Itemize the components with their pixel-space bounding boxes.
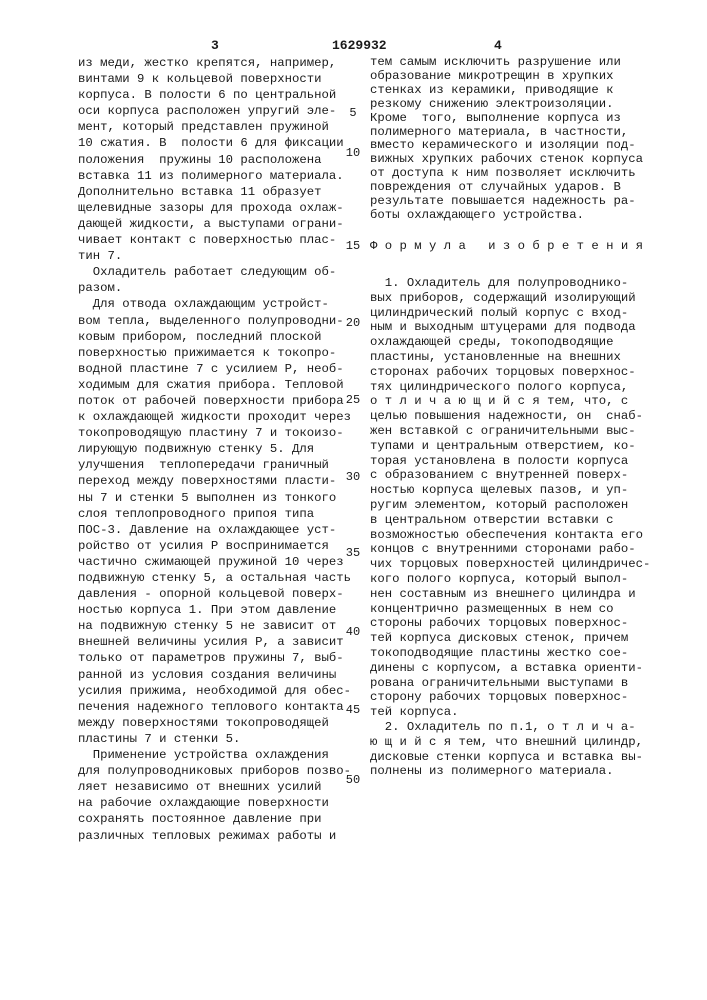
text-line: переход между поверхностями пласти- — [78, 473, 351, 489]
text-line: усилия прижима, необходимой для обес- — [78, 683, 351, 699]
text-line: сторонах рабочих торцовых поверхнос- — [370, 365, 650, 380]
text-line: улучшения теплопередачи граничный — [78, 457, 351, 473]
line-number: 35 — [342, 546, 364, 560]
text-line: подвижную стенку 5, а остальная часть — [78, 570, 351, 586]
text-line: вставка 11 из полимерного материала. — [78, 168, 351, 184]
text-line: печения надежного теплового контакта — [78, 699, 351, 715]
text-line: ным и выходным штуцерами для подвода — [370, 320, 650, 335]
text-line: возможностью обеспечения контакта его — [370, 528, 650, 543]
text-line: полнены из полимерного материала. — [370, 764, 650, 779]
left-column-text — [78, 55, 351, 844]
text-line: 1. Охладитель для полупроводнико- — [370, 276, 650, 291]
page-number-right: 4 — [494, 38, 502, 53]
text-line: дающей жидкости, а выступами ограни- — [78, 216, 351, 232]
text-line: результате повышается надежность ра- — [370, 195, 643, 209]
text-line: 2. Охладитель по п.1, о т л и ч а- — [370, 720, 650, 735]
text-line: различных тепловых режимах работы и — [78, 828, 351, 844]
text-line: ностью корпуса 1. При этом давление — [78, 602, 351, 618]
text-line: сохранять постоянное давление при — [78, 811, 351, 827]
text-line: между поверхностями токопроводящей — [78, 715, 351, 731]
text-line: тин 7. — [78, 248, 351, 264]
text-line: пластины, установленные на внешних — [370, 350, 650, 365]
text-line: токопроводящую пластину 7 и токоизо- — [78, 425, 351, 441]
text-line: от доступа к ним позволяет исключить — [370, 167, 643, 181]
text-line: ю щ и й с я тем, что внешний цилиндр, — [370, 735, 650, 750]
text-line: целью повышения надежности, он снаб- — [370, 409, 650, 424]
text-line: вом тепла, выделенного полупроводни- — [78, 313, 351, 329]
text-line: ранной из условия создания величины — [78, 667, 351, 683]
text-line: стороны рабочих торцовых поверхнос- — [370, 616, 650, 631]
line-number: 30 — [342, 470, 364, 484]
claims-text — [370, 276, 650, 779]
text-line: к охлаждающей жидкости проходит через — [78, 409, 351, 425]
text-line: тей корпуса дисковых стенок, причем — [370, 631, 650, 646]
text-line: Охладитель работает следующим об- — [78, 264, 351, 280]
text-line: кого полого корпуса, который выпол- — [370, 572, 650, 587]
text-line: разом. — [78, 280, 351, 296]
formula-heading: Ф о р м у л а и з о б р е т е н и я — [370, 239, 643, 253]
text-line: ны 7 и стенки 5 выполнен из тонкого — [78, 490, 351, 506]
text-line: охлаждающей среды, токоподводящие — [370, 335, 650, 350]
text-line: ройство от усилия Р воспринимается — [78, 538, 351, 554]
text-line: мент, который представлен пружиной — [78, 119, 351, 135]
line-number: 10 — [342, 146, 364, 160]
text-line: токоподводящие пластины жестко сое- — [370, 646, 650, 661]
text-line: только от параметров пружины 7, выб- — [78, 650, 351, 666]
text-line: тей корпуса. — [370, 705, 650, 720]
text-line: ностью корпуса щелевых пазов, и уп- — [370, 483, 650, 498]
text-line: повреждения от случайных ударов. В — [370, 181, 643, 195]
text-line: ляет независимо от внешних усилий — [78, 779, 351, 795]
text-line: резкому снижению электроизоляции. — [370, 98, 643, 112]
text-line: водной пластине 7 с усилием Р, необ- — [78, 361, 351, 377]
text-line: тупами и центральным отверстием, ко- — [370, 439, 650, 454]
text-line: чих торцовых поверхностей цилиндричес- — [370, 557, 650, 572]
text-line: нен составным из внешнего цилиндра и — [370, 587, 650, 602]
text-line: оси корпуса расположен упругий эле- — [78, 103, 351, 119]
text-line: Дополнительно вставка 11 образует — [78, 184, 351, 200]
line-number: 5 — [342, 106, 364, 120]
text-line: торая установлена в полости корпуса — [370, 454, 650, 469]
line-number: 40 — [342, 625, 364, 639]
text-line: о т л и ч а ю щ и й с я тем, что, с — [370, 394, 650, 409]
text-line: ковым прибором, последний плоской — [78, 329, 351, 345]
line-number: 20 — [342, 316, 364, 330]
text-line: винтами 9 к кольцевой поверхности — [78, 71, 351, 87]
text-line: корпуса. В полости 6 по центральной — [78, 87, 351, 103]
text-line: поверхностью прижимается к токопро- — [78, 345, 351, 361]
text-line: тях цилиндрического полого корпуса, — [370, 380, 650, 395]
text-line: вых приборов, содержащий изолирующий — [370, 291, 650, 306]
text-line: вместо керамического и изоляции под- — [370, 139, 643, 153]
text-line: внешней величины усилия Р, а зависит — [78, 634, 351, 650]
text-line: Для отвода охлаждающим устройст- — [78, 296, 351, 312]
line-number: 50 — [342, 773, 364, 787]
text-line: стенках из керамики, приводящие к — [370, 84, 643, 98]
text-line: ходимым для сжатия прибора. Тепловой — [78, 377, 351, 393]
text-line: цилиндрический полый корпус с вход- — [370, 306, 650, 321]
text-line: чивает контакт с поверхностью плас- — [78, 232, 351, 248]
text-line: вижных хрупких рабочих стенок корпуса — [370, 153, 643, 167]
text-line: концов с внутренними сторонами рабо- — [370, 542, 650, 557]
text-line: дисковые стенки корпуса и вставка вы- — [370, 750, 650, 765]
text-line: на подвижную стенку 5 не зависит от — [78, 618, 351, 634]
text-line: поток от рабочей поверхности прибора — [78, 393, 351, 409]
line-number: 45 — [342, 703, 364, 717]
text-line: положения пружины 10 расположена — [78, 152, 351, 168]
text-line: из меди, жестко крепятся, например, — [78, 55, 351, 71]
text-line: полимерного материала, в частности, — [370, 126, 643, 140]
text-line: Применение устройства охлаждения — [78, 747, 351, 763]
text-line: слоя теплопроводного припоя типа — [78, 506, 351, 522]
text-line: сторону рабочих торцовых поверхнос- — [370, 690, 650, 705]
text-line: в центральном отверстии вставки с — [370, 513, 650, 528]
page-number-left: 3 — [211, 38, 219, 53]
text-line: для полупроводниковых приборов позво- — [78, 763, 351, 779]
right-column-description — [370, 56, 643, 223]
text-line: образование микротрещин в хрупких — [370, 70, 643, 84]
text-line: щелевидные зазоры для прохода охлаж- — [78, 200, 351, 216]
text-line: ругим элементом, который расположен — [370, 498, 650, 513]
line-number: 15 — [342, 239, 364, 253]
text-line: тем самым исключить разрушение или — [370, 56, 643, 70]
text-line: ПОС-3. Давление на охлаждающее уст- — [78, 522, 351, 538]
text-line: жен вставкой с ограничительными выс- — [370, 424, 650, 439]
line-number: 25 — [342, 393, 364, 407]
text-line: лирующую подвижную стенку 5. Для — [78, 441, 351, 457]
text-line: рована ограничительными выступами в — [370, 676, 650, 691]
text-line: с образованием с внутренней поверх- — [370, 468, 650, 483]
patent-number: 1629932 — [332, 38, 387, 53]
text-line: на рабочие охлаждающие поверхности — [78, 795, 351, 811]
text-line: Кроме того, выполнение корпуса из — [370, 112, 643, 126]
text-line: 10 сжатия. В полости 6 для фиксации — [78, 135, 351, 151]
text-line: динены с корпусом, а вставка ориенти- — [370, 661, 650, 676]
text-line: частично сжимающей пружиной 10 через — [78, 554, 351, 570]
text-line: пластины 7 и стенки 5. — [78, 731, 351, 747]
text-line: давления - опорной кольцевой поверх- — [78, 586, 351, 602]
text-line: концентрично размещенных в нем со — [370, 602, 650, 617]
text-line: боты охлаждающего устройства. — [370, 209, 643, 223]
